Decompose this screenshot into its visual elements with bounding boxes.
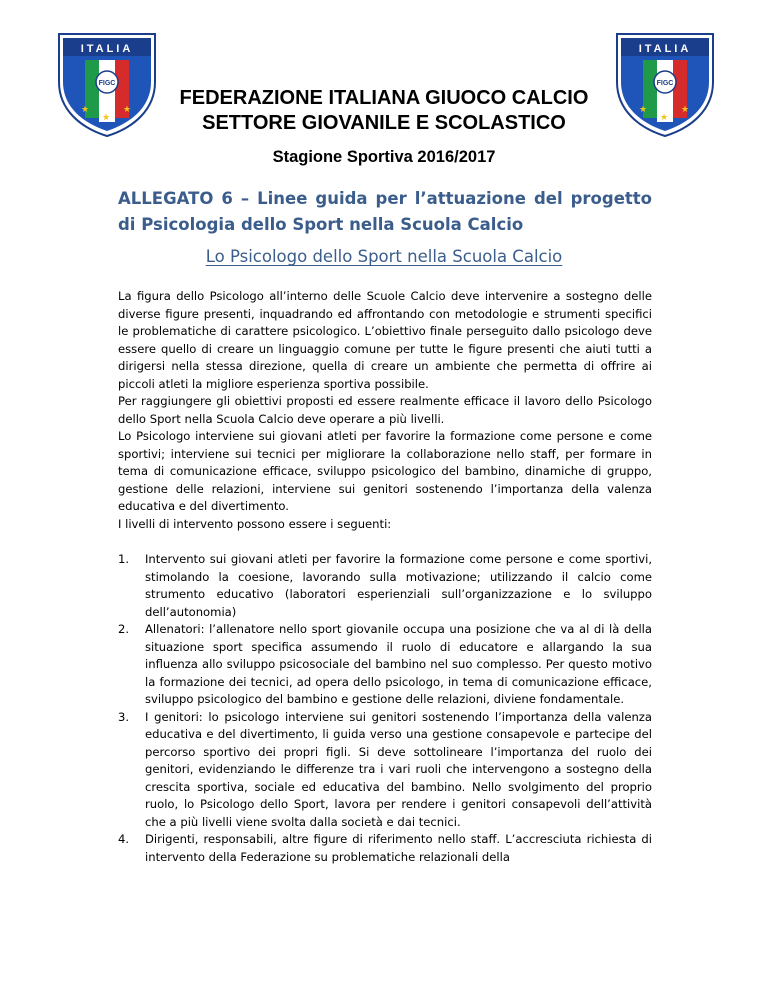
paragraph: Lo Psicologo interviene sui giovani atleti per favorire la formazione come persone e come sportivi; interviene sui tecnici per migliorare la collaborazione nello staff, per formare in tema di comunicazione efficace, sviluppo psicologico del bambino, dinamiche di gruppo, gestione delle relazioni, interviene sui genitori sostenendo l’importanza della valenza educativa e del divertimento. bbox=[118, 429, 652, 513]
header-title-line2: SETTORE GIOVANILE E SCOLASTICO bbox=[202, 112, 566, 134]
star-icon: ★ bbox=[81, 105, 90, 115]
season-label: Stagione Sportiva 2016/2017 bbox=[272, 148, 496, 166]
star-icon: ★ bbox=[123, 105, 132, 115]
intervention-levels-list bbox=[118, 551, 652, 866]
logo-text: ITALIA bbox=[80, 43, 134, 55]
allegato-heading: ALLEGATO 6 – Linee guida per l’attuazione del progetto di Psicologia dello Sport nella Scuola Calcio bbox=[118, 189, 652, 234]
list-item bbox=[118, 621, 652, 709]
star-icon: ★ bbox=[102, 113, 111, 123]
logo-text: ITALIA bbox=[638, 43, 692, 55]
section-subtitle: Lo Psicologo dello Sport nella Scuola Calcio bbox=[205, 247, 563, 266]
star-icon: ★ bbox=[681, 105, 690, 115]
header-title bbox=[150, 86, 618, 136]
list-item-number: 2. bbox=[118, 622, 130, 636]
logo-badge: FIGC bbox=[98, 80, 116, 87]
logo-badge: FIGC bbox=[656, 80, 674, 87]
list-item bbox=[118, 831, 652, 866]
paragraph: La figura dello Psicologo all’interno delle Scuole Calcio deve intervenire a sostegno delle diverse figure presenti, inquadrando ed affrontando con metodologie e strumenti specifici le problematiche di carattere psicologico. L’obiettivo finale perseguito dallo psicologo deve essere quello di creare un linguaggio comune per tutte le figure presenti che aiuti tutti a dirigersi nella stessa direzione, quella di creare un ambiente che permetta di offrire ai piccoli atleti la migliore esperienza sportiva possibile. bbox=[118, 289, 652, 391]
star-icon: ★ bbox=[639, 105, 648, 115]
list-item-text: Allenatori: l’allenatore nello sport giovanile occupa una posizione che va al di là della situazione sport specifica assumendo il ruolo di educatore e allargando la sua influenza allo sviluppo psicosociale del bambino nel suo complesso. Per questo motivo la formazione dei tecnici, ad opera dello psicologo, in tema di comunicazione efficace, sviluppo psicologico del bambino e gestione delle relazioni, diviene fondamentale. bbox=[145, 622, 652, 706]
list-item-text: Dirigenti, responsabili, altre figure di riferimento nello staff. L’accresciuta richiesta di intervento della Federazione su problematiche relazionali della bbox=[145, 832, 652, 864]
header-title-line1: FEDERAZIONE ITALIANA GIUOCO CALCIO bbox=[179, 87, 589, 109]
list-item-text: Intervento sui giovani atleti per favorire la formazione come persone e come sportivi, stimolando la coesione, lavorando sulla motivazione; utilizzando il calcio come strumento educativo (laboratori esperienziali sull’organizzazione e lo sviluppo dell’autonomia) bbox=[145, 552, 652, 619]
paragraph: I livelli di intervento possono essere i seguenti: bbox=[118, 516, 392, 531]
figc-logo-left bbox=[55, 30, 159, 138]
list-item-number: 3. bbox=[118, 709, 130, 724]
list-item bbox=[118, 551, 652, 621]
list-item bbox=[118, 709, 652, 832]
body-text bbox=[118, 288, 652, 866]
paragraph: Per raggiungere gli obiettivi proposti ed essere realmente efficace il lavoro dello Psicologo dello Sport nella Scuola Calcio deve operare a più livelli. bbox=[118, 394, 652, 426]
list-item-number: 4. bbox=[118, 832, 130, 846]
figc-logo-right bbox=[613, 30, 717, 138]
star-icon: ★ bbox=[660, 113, 669, 123]
list-item-number: 1. bbox=[118, 552, 130, 566]
list-item-text: I genitori: lo psicologo interviene sui genitori sostenendo l’importanza della valenza educativa e del divertimento, li guida verso una gestione consapevole e partecipe del percorso sportivo dei propri figli. Si deve sottolineare l’importanza del ruolo dei genitori, evidenziando le differenze tra i vari ruoli che intervengono a sostegno della crescita sportiva, sociale ed educativa del bambino. Nello svolgimento del proprio ruolo, lo Psicologo dello Sport, lavora per rendere i genitori consapevoli dell’attività che a più livelli viene svolta dalla società e dai tecnici. bbox=[145, 709, 652, 829]
